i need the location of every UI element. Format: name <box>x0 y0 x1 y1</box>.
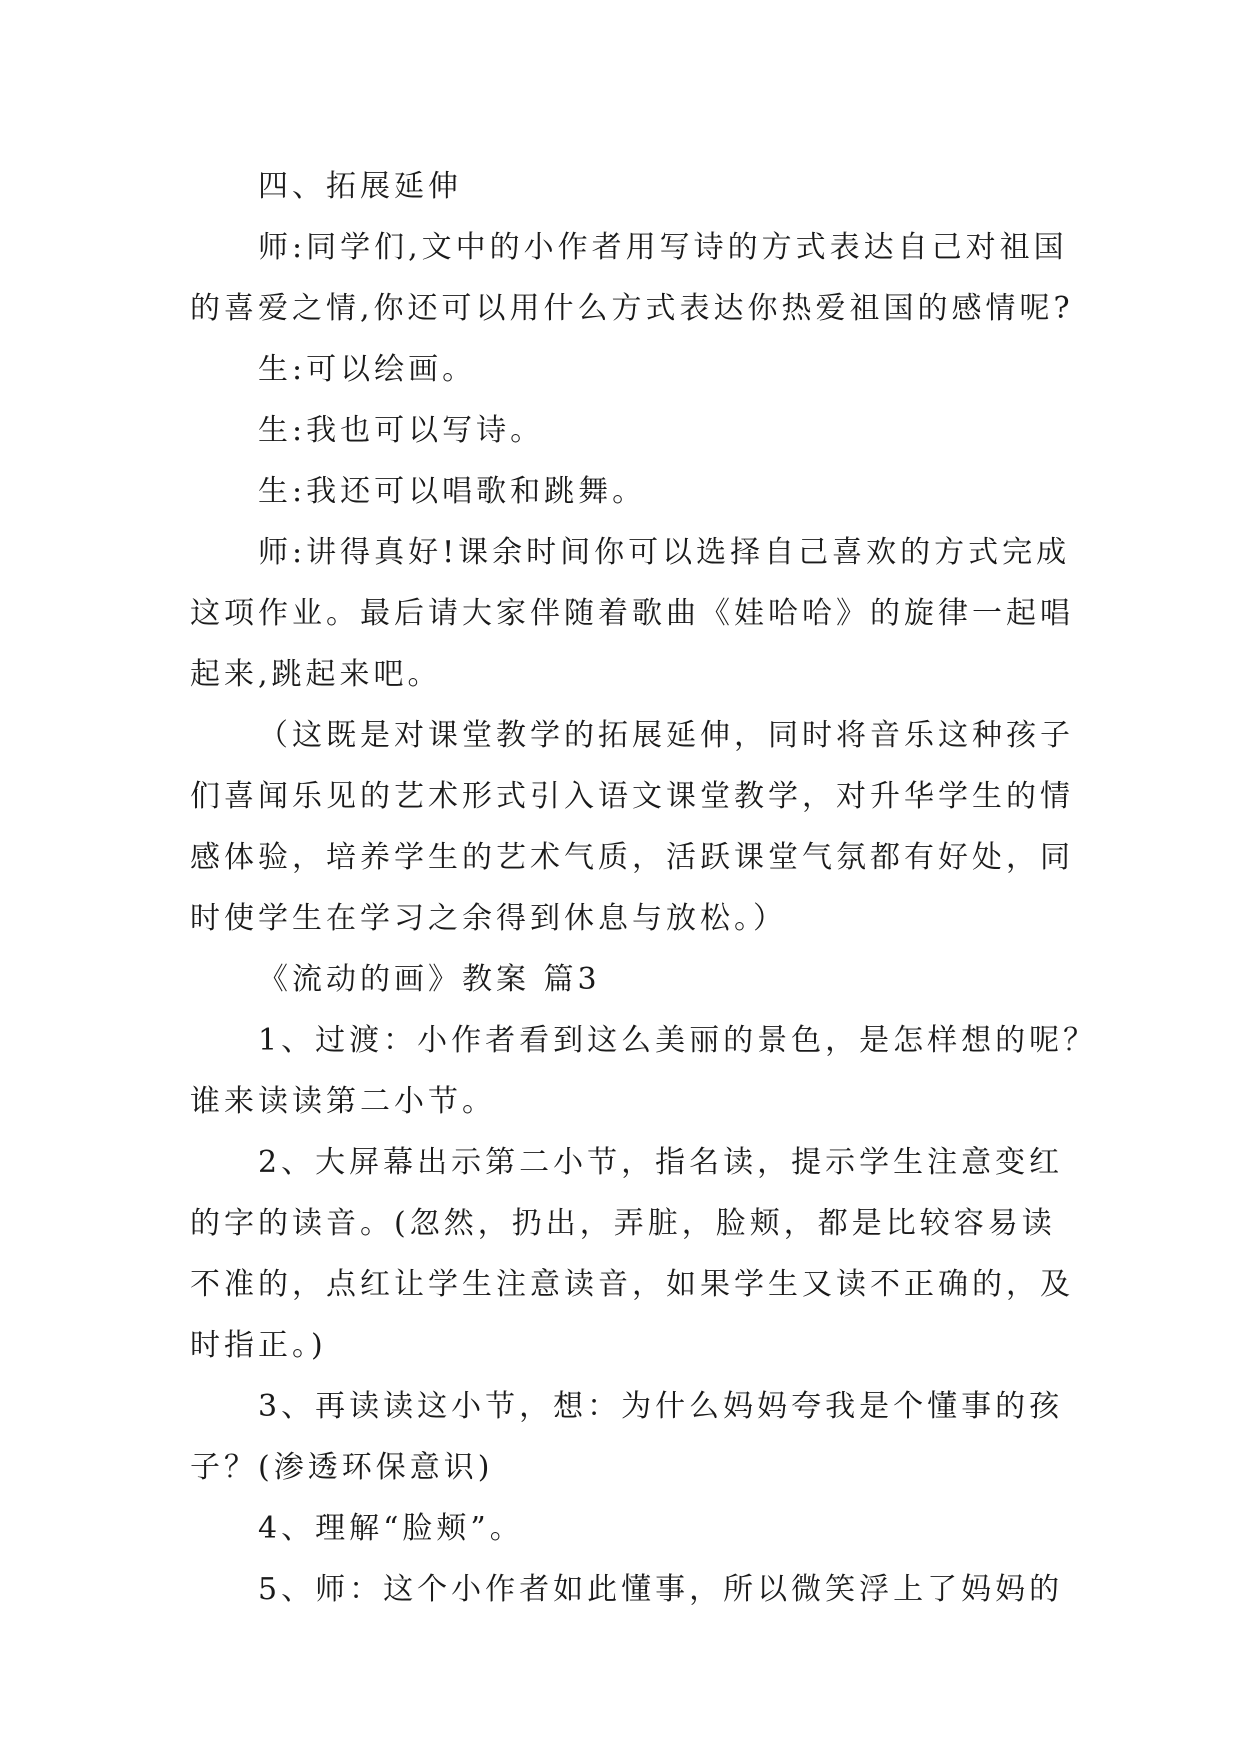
paragraph-line: 们喜闻乐见的艺术形式引入语文课堂教学，对升华学生的情 <box>190 779 1074 814</box>
paragraph-line: 生:我也可以写诗。 <box>258 413 545 448</box>
section-heading: 四、拓展延伸 <box>258 169 462 204</box>
paragraph-line: 的喜爱之情,你还可以用什么方式表达你热爱祖国的感情呢? <box>190 291 1074 326</box>
paragraph-line: 谁来读读第二小节。 <box>190 1084 496 1119</box>
paragraph-line: 4、理解“脸颊”。 <box>258 1511 524 1546</box>
paragraph-line: 这项作业。最后请大家伴随着歌曲《娃哈哈》的旋律一起唱 <box>190 596 1074 631</box>
paragraph-line: （这既是对课堂教学的拓展延伸，同时将音乐这种孩子 <box>258 718 1074 753</box>
paragraph-line: 1、过渡：小作者看到这么美丽的景色，是怎样想的呢？ <box>258 1023 1098 1058</box>
paragraph-line: 起来,跳起来吧。 <box>190 657 442 692</box>
paragraph-line: 生:可以绘画。 <box>258 352 477 387</box>
paragraph-line: 子？(渗透环保意识) <box>190 1450 494 1485</box>
paragraph-line: 5、师：这个小作者如此懂事，所以微笑浮上了妈妈的 <box>258 1572 1064 1607</box>
paragraph-line: 感体验，培养学生的艺术气质，活跃课堂气氛都有好处，同 <box>190 840 1074 875</box>
document-body <box>190 156 1098 1620</box>
paragraph-line: 师:讲得真好!课余时间你可以选择自己喜欢的方式完成 <box>258 535 1071 570</box>
paragraph-line: 的字的读音。(忽然，扔出，弄脏，脸颊，都是比较容易读 <box>190 1206 1056 1241</box>
paragraph-line: 时使学生在学习之余得到休息与放松。） <box>190 901 787 936</box>
paragraph-line: 生:我还可以唱歌和跳舞。 <box>258 474 647 509</box>
paragraph-line: 师:同学们,文中的小作者用写诗的方式表达自己对祖国 <box>258 230 1068 265</box>
paragraph-line: 2、大屏幕出示第二小节，指名读，提示学生注意变红 <box>258 1145 1064 1180</box>
paragraph-line: 不准的，点红让学生注意读音，如果学生又读不正确的，及 <box>190 1267 1074 1302</box>
section-heading: 《流动的画》教案 篇3 <box>258 962 601 997</box>
paragraph-line: 3、再读读这小节，想：为什么妈妈夸我是个懂事的孩 <box>258 1389 1064 1424</box>
paragraph-line: 时指正。) <box>190 1328 327 1363</box>
